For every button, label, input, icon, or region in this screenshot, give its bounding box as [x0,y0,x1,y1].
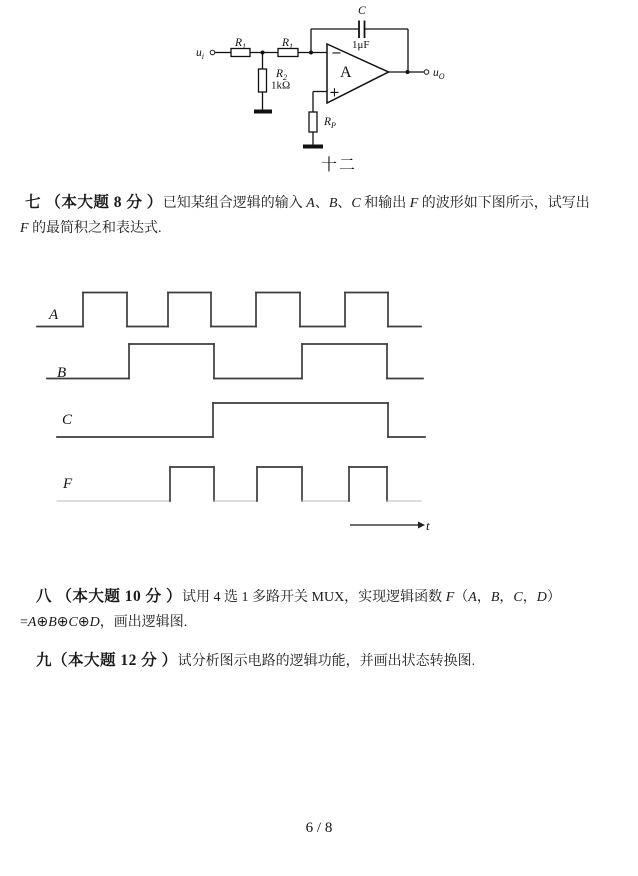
text-run: （ [454,590,469,605]
question-7 [20,190,632,241]
text-run: A [306,196,315,211]
waveform-trace-C [57,403,425,437]
text-run: C [68,615,78,630]
question-8 [20,584,632,635]
resistor-r1b [278,49,298,57]
figure-caption: 十二 [321,157,358,174]
text-run: 试分析图示电路的逻辑功能，并画出状态转换图. [177,654,476,669]
text-run: ⊕ [77,615,90,630]
ground-symbol-r2 [254,110,272,114]
text-run: ， [522,590,537,605]
output-terminal [424,70,429,75]
text-run: 的波形如下图所示，试写出 [418,196,590,211]
text-run: B [48,615,57,630]
text-run: D [89,615,100,630]
waveform-label-C: C [62,412,73,428]
opamp-inverting-sign: − [331,46,342,61]
text-run: A [468,590,477,605]
resistor-rp [309,112,317,132]
waveform-trace-F [57,467,421,501]
text-run: ， [476,590,491,605]
text-run: ，画出逻辑图. [99,615,188,630]
text-run: 九（本大题 12 分 ） [36,652,178,669]
text-run: 八 （本大题 10 分 ） [36,588,183,605]
text-run: = [20,615,28,630]
text-run: 、 [314,196,329,211]
resistor-r2-label: $R_2$ [276,68,288,82]
question-9-line-1 [20,648,632,674]
time-axis-arrowhead [418,522,425,529]
question-7-line-2 [20,216,632,241]
ground-symbol-rp [303,145,323,149]
capacitor-value: 1μF [352,39,370,51]
text-run: F [409,196,419,211]
time-axis-label: t [426,518,430,533]
resistor-rp-label: $R_P$ [324,116,336,130]
waveform-trace-B [47,344,423,381]
opamp-circuit-figure [190,0,452,185]
output-voltage-label: $u_O$ [433,67,445,81]
text-run: D [536,590,547,605]
text-run: ） [546,590,561,605]
text-run: F [20,221,29,236]
text-run: 的最简积之和表达式. [28,221,162,236]
text-run: 和输出 [360,196,410,211]
resistor-r2 [259,69,267,92]
question-9 [20,648,632,674]
text-run: ⊕ [56,615,69,630]
text-run: 、 [337,196,352,211]
opamp-label: A [340,64,352,81]
text-run: C [351,196,361,211]
text-run: 七 （本大题 8 分 ） [25,194,163,211]
text-run: C [513,590,523,605]
text-run: 已知某组合逻辑的输入 [162,196,307,211]
waveform-label-A: A [49,307,59,323]
text-run: A [27,615,37,630]
input-voltage-label: $u_i$ [196,47,204,61]
node-dot-output [406,70,410,74]
question-8-line-2 [20,610,632,635]
waveform-figure [30,275,440,540]
resistor-r1b-label: $R_1$ [282,37,294,51]
text-run: 试用 4 选 1 多路开关 MUX，实现逻辑函数 [182,590,446,605]
waveform-trace-A [37,293,421,327]
node-dot-2 [309,51,313,55]
node-dot-1 [261,51,265,55]
resistor-r2-value: 1kΩ [271,79,291,92]
text-run: ⊕ [36,615,49,630]
text-run: B [490,590,500,605]
time-axis [350,518,430,533]
input-terminal [210,50,215,55]
question-7-line-1 [20,190,632,216]
text-run: B [328,196,338,211]
page-number: 6 / 8 [305,820,333,836]
capacitor-label: C [358,5,366,17]
resistor-r1a [231,49,250,57]
waveform-label-F: F [63,476,73,492]
capacitor-symbol [359,21,365,39]
opamp-noninverting-sign: + [329,85,340,101]
question-8-line-1 [20,584,632,610]
text-run: ， [499,590,514,605]
resistor-r1a-label: $R_1$ [235,37,247,51]
circuit-wires [215,29,425,145]
text-run: F [445,590,455,605]
waveform-label-B: B [57,365,67,381]
